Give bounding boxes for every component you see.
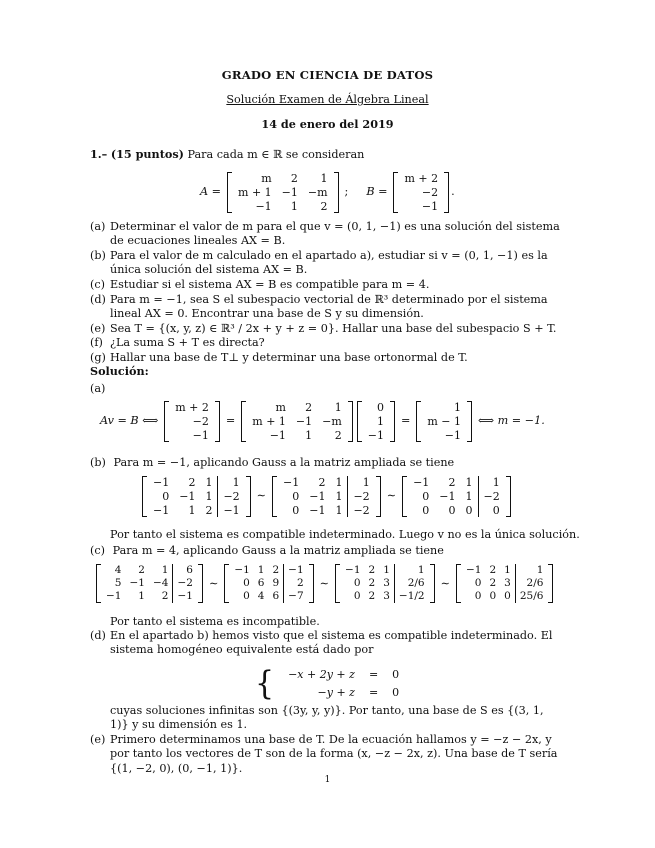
matrix-row (102, 577, 197, 590)
matrix-cell: 1 (335, 476, 343, 489)
matrix-cell: m − 1 (427, 414, 462, 428)
matrix-row (230, 564, 307, 577)
matrix-row (278, 490, 375, 504)
eq-result (416, 401, 472, 442)
matrix-cell: 4 (257, 590, 265, 603)
matrix-definitions (196, 172, 455, 213)
matrix-cell: 2 (448, 476, 456, 489)
matrix-row (102, 564, 197, 577)
matrix-row (399, 172, 443, 186)
matrix-cell: 2 (188, 476, 196, 489)
question-label: (e) (90, 321, 106, 335)
solution-a-label: (a) (90, 382, 106, 395)
matrix-cell: 0 (504, 590, 511, 603)
matrix-cell: 0 (448, 503, 456, 517)
matrix-cell: −2 (218, 490, 245, 504)
matrix-cell: 0 (474, 577, 482, 590)
equation-lhs: −x + 2y + z (288, 668, 355, 681)
question-label: (b) (90, 249, 106, 262)
matrix-cell: −1 (218, 504, 245, 518)
matrix-cell: −1 (153, 476, 170, 489)
question-label: (g) (90, 350, 106, 364)
equation-eq: = (368, 668, 379, 681)
matrix-cell: 0 (292, 489, 300, 503)
matrix-cell: 1 (161, 564, 169, 576)
eq-matrix-a (241, 401, 353, 442)
matrix-row (278, 504, 375, 518)
question-text: ¿La suma S + T es directa? (110, 336, 265, 349)
matrix-cell: 1 (188, 503, 196, 517)
matrix-cell: 0 (162, 489, 170, 503)
matrix-row (230, 590, 307, 603)
solution-e-label: (e) (90, 733, 106, 746)
matrix-cell: 5 (114, 577, 122, 590)
matrix-row (422, 415, 466, 429)
row-equivalence-tilde: ∼ (319, 576, 330, 590)
eq-equals-2: = (401, 414, 411, 428)
solution-d-conclusion: cuyas soluciones infinitas son {(3y, y, y)}. Por tanto, una base de S es {(3, 1, 1)} y su dimensión es 1. (110, 704, 544, 732)
solution-c (90, 544, 444, 558)
matrix-row (408, 490, 505, 504)
solution-c-text: Para m = 4, aplicando Gauss a la matriz ampliada se tiene (112, 544, 444, 557)
matrix-cell: 2 (138, 564, 145, 576)
matrix-cell: −m (307, 185, 328, 199)
matrix-cell: 2 (334, 428, 342, 442)
augmented-matrix (456, 564, 553, 603)
matrix-row (363, 429, 389, 443)
equation-rhs: 0 (392, 668, 400, 681)
matrix-cell: −1/2 (394, 590, 428, 603)
solution-b-gauss (140, 476, 513, 517)
matrix-cell: 6 (257, 577, 265, 590)
matrix-cell: −1 (269, 428, 286, 442)
matrix-a-label: A = (200, 185, 222, 199)
matrix-cell: −2 (478, 490, 505, 504)
matrix-cell: 1 (515, 564, 547, 577)
matrix-cell: 1 (218, 476, 245, 490)
matrix-cell: 1 (504, 564, 511, 576)
matrix-cell: 2 (489, 564, 497, 576)
row-equivalence-tilde: ∼ (386, 489, 397, 503)
question-text: Para m = −1, sea S el subespacio vectorial de ℝ³ determinado por el sistema lineal AX = 0. Encontrar una base de S y su dimensión. (110, 292, 548, 320)
matrix-cell: 1 (257, 564, 265, 576)
row-equivalence-tilde: ∼ (208, 576, 219, 590)
matrix-cell: 0 (478, 504, 505, 518)
solution-c-label: (c) (90, 544, 105, 557)
question-label: (c) (90, 278, 105, 291)
matrix-cell: 1 (334, 401, 342, 414)
matrix-cell: 2 (205, 503, 213, 517)
solution-d-label: (d) (90, 629, 106, 642)
matrix-cell: 0 (243, 577, 250, 590)
matrix-row (462, 590, 547, 603)
matrix-cell: 2/6 (515, 577, 547, 590)
matrix-cell: −1 (281, 185, 298, 199)
augmented-matrix (402, 476, 511, 517)
matrix-row (341, 564, 429, 577)
eq-rhs: ⟺ m = −1. (478, 414, 545, 428)
solution-a-equation (96, 401, 549, 442)
question-text: Para el valor de m calculado en el apartado a), estudiar si v = (0, 1, −1) es la única solución del sistema AX = B. (110, 249, 548, 277)
matrix-cell: 1 (138, 590, 145, 603)
solution-heading: Solución: (90, 364, 149, 378)
matrix-cell: 2 (368, 577, 376, 590)
equation-rhs: 0 (392, 686, 400, 700)
eq-vector-v (357, 401, 395, 442)
matrix-row (148, 504, 245, 518)
matrix-row (341, 577, 429, 590)
system-equation (282, 685, 405, 701)
matrix-cell: 1 (454, 401, 462, 414)
matrix-cell: 2 (318, 476, 326, 489)
matrix-cell: −1 (284, 564, 308, 577)
problem-intro: Para cada m ∈ ℝ se consideran (187, 148, 365, 161)
matrix-row (247, 401, 347, 415)
matrix-cell: 1 (305, 428, 313, 442)
matrix-cell: m (275, 401, 286, 414)
matrix-row (422, 401, 466, 415)
matrix-cell: 4 (114, 564, 122, 576)
question-text: Estudiar si el sistema AX = B es compatible para m = 4. (110, 278, 430, 291)
document-title: GRADO EN CIENCIA DE DATOS (221, 68, 434, 82)
question-item (90, 336, 560, 350)
matrix-cell: −1 (153, 503, 170, 517)
matrix-cell: −1 (234, 564, 250, 576)
matrix-cell: −1 (173, 590, 197, 603)
matrix-cell: 2/6 (394, 577, 428, 590)
matrix-cell: −4 (152, 577, 169, 590)
solution-b-conclusion: Por tanto el sistema es compatible indeterminado. Luego v no es la única solución. (110, 528, 580, 541)
matrix-cell: 1 (465, 476, 473, 489)
page-number: 1 (324, 775, 331, 785)
matrix-cell: −1 (283, 476, 300, 489)
matrix-cell: 0 (292, 503, 300, 517)
matrix-cell: 2 (161, 590, 169, 603)
matrix-cell: 1 (320, 172, 328, 185)
question-text: Sea T = {(x, y, z) ∈ ℝ³ / 2x + y + z = 0}. Hallar una base del subespacio S + T. (110, 321, 557, 335)
problem-points: (15 puntos) (110, 147, 184, 161)
matrix-cell: −2 (348, 504, 375, 518)
solution-d (90, 629, 560, 658)
matrix-cell: 1 (348, 476, 375, 490)
matrix-cell: −1 (345, 564, 361, 576)
question-item (90, 351, 560, 365)
matrix-cell: m + 2 (404, 172, 439, 185)
matrix-cell: 2 (368, 564, 376, 576)
row-equivalence-tilde: ∼ (440, 576, 450, 590)
matrix-row (422, 429, 466, 443)
matrix-cell: −1 (413, 476, 430, 489)
matrix-row (170, 429, 214, 443)
question-item (90, 278, 560, 292)
matrix-cell: −2 (173, 577, 197, 590)
matrix-cell: −1 (129, 577, 145, 590)
matrix-cell: 0 (465, 503, 473, 517)
matrix-row (148, 476, 245, 490)
matrix-row (233, 200, 333, 214)
matrix-row (102, 590, 197, 603)
eq-matrix-b (164, 401, 220, 442)
matrix-row (363, 401, 389, 415)
matrix-row (462, 577, 547, 590)
matrix-cell: 9 (272, 577, 280, 590)
matrix-cell: 6 (272, 590, 280, 603)
matrix-b (393, 172, 449, 213)
matrix-row (363, 415, 389, 429)
augmented-matrix (272, 476, 381, 517)
matrix-row (170, 415, 214, 429)
matrix-cell: 0 (243, 590, 250, 603)
matrix-cell: −1 (179, 489, 196, 503)
solution-c-gauss (94, 564, 555, 603)
matrix-cell: −1 (192, 428, 209, 442)
solution-e (90, 733, 560, 776)
matrix-cell: 1 (205, 489, 213, 503)
question-item (90, 249, 560, 278)
matrix-cell: 0 (422, 489, 430, 503)
system-brace: { (255, 664, 275, 703)
matrix-cell: −1 (295, 414, 313, 428)
augmented-matrix (335, 564, 435, 603)
matrix-cell: 0 (377, 401, 384, 414)
matrix-cell: m (261, 172, 272, 185)
solution-b-text: Para m = −1, aplicando Gauss a la matriz ampliada se tiene (113, 456, 455, 469)
matrix-cell: −1 (309, 489, 326, 503)
matrix-row (170, 401, 214, 415)
question-text: Determinar el valor de m para el que v = (0, 1, −1) es una solución del sistema de ecuaciones lineales AX = B. (110, 220, 560, 248)
matrix-cell: −7 (284, 590, 308, 603)
system-equation (282, 667, 405, 683)
matrix-cell: 0 (422, 503, 430, 517)
matrix-cell: 3 (504, 577, 511, 590)
matrix-cell: −1 (367, 428, 384, 442)
matrix-cell: −1 (465, 564, 482, 576)
matrix-row (341, 590, 429, 603)
matrix-cell: 25/6 (515, 590, 547, 603)
matrix-cell: 0 (489, 590, 497, 603)
matrix-cell: 1 (290, 199, 298, 213)
matrix-cell: −1 (255, 199, 272, 213)
augmented-matrix (142, 476, 251, 517)
matrix-row (399, 200, 443, 214)
homogeneous-system (255, 665, 407, 703)
matrix-cell: −1 (309, 503, 326, 517)
matrix-cell: m + 2 (175, 401, 209, 414)
matrix-cell: −1 (444, 428, 462, 442)
matrix-row (233, 186, 333, 200)
matrix-cell: 2 (320, 199, 328, 213)
matrix-row (399, 186, 443, 200)
matrix-cell: −2 (192, 414, 209, 428)
matrix-cell: 3 (383, 577, 390, 590)
matrix-cell: −m (322, 414, 342, 428)
matrix-cell: 1 (465, 489, 473, 503)
matrix-cell: 6 (173, 564, 197, 577)
matrix-cell: 0 (353, 590, 361, 603)
matrix-row (230, 577, 307, 590)
solution-d-conclusion-block (90, 704, 560, 733)
question-item (90, 322, 560, 336)
matrix-end: . (451, 185, 455, 199)
problem-number: 1.– (90, 147, 108, 161)
question-label: (f) (90, 336, 103, 349)
matrix-cell: 2 (290, 172, 298, 185)
matrix-row (233, 172, 333, 186)
matrix-cell: −1 (106, 590, 122, 603)
solution-b (90, 456, 454, 470)
question-label: (d) (90, 292, 106, 306)
matrix-separator: ; (344, 185, 349, 199)
matrix-cell: 2 (284, 577, 308, 590)
row-equivalence-tilde: ∼ (256, 489, 267, 503)
eq-equals: = (225, 414, 236, 428)
question-item (90, 220, 560, 249)
matrix-cell: 1 (394, 564, 428, 577)
matrix-cell: m + 1 (238, 185, 272, 199)
matrix-a (227, 172, 339, 213)
matrix-cell: m + 1 (252, 414, 286, 428)
matrix-cell: 0 (474, 590, 482, 603)
matrix-row (148, 490, 245, 504)
document-subtitle: Solución Examen de Álgebra Lineal (226, 93, 429, 106)
matrix-cell: −2 (421, 185, 439, 199)
matrix-row (462, 564, 547, 577)
eq-lhs: Av = B ⟺ (100, 414, 159, 428)
solution-b-label: (b) (90, 456, 106, 469)
matrix-cell: 2 (305, 401, 313, 414)
matrix-cell: −1 (439, 489, 456, 503)
matrix-cell: −2 (348, 490, 375, 504)
equation-eq: = (368, 686, 379, 700)
matrix-cell: 1 (383, 564, 390, 576)
matrix-cell: 2 (272, 564, 280, 576)
matrix-row (278, 476, 375, 490)
solution-d-text: En el apartado b) hemos visto que el sistema es compatible indeterminado. El sistema homogéneo equivalente está dado por (110, 629, 553, 657)
matrix-cell: 2 (368, 590, 376, 603)
question-text: Hallar una base de T⊥ y determinar una base ortonormal de T. (110, 350, 468, 364)
augmented-matrix (96, 564, 203, 603)
matrix-row (408, 476, 505, 490)
matrix-row (247, 429, 347, 443)
matrix-cell: 3 (383, 590, 390, 603)
equation-lhs: −y + z (317, 686, 355, 700)
matrix-row (408, 504, 505, 518)
exam-date: 14 de enero del 2019 (261, 117, 394, 131)
matrix-cell: 2 (489, 577, 497, 590)
matrix-b-label: B = (366, 185, 388, 199)
solution-c-conclusion: Por tanto el sistema es incompatible. (110, 615, 320, 628)
matrix-cell: 1 (377, 414, 384, 428)
question-label: (a) (90, 220, 106, 233)
matrix-cell: 1 (335, 489, 343, 503)
matrix-cell: 1 (205, 476, 213, 489)
matrix-cell: 1 (335, 503, 343, 517)
matrix-cell: 0 (353, 577, 361, 590)
augmented-matrix (224, 564, 313, 603)
matrix-cell: 1 (478, 476, 505, 490)
question-item (90, 293, 560, 322)
problem-statement (90, 147, 364, 162)
matrix-row (247, 415, 347, 429)
matrix-cell: −1 (421, 199, 439, 213)
solution-e-text: Primero determinamos una base de T. De la ecuación hallamos y = −z − 2x, y por tanto los vectores de T son de la forma (x, −z − 2x, z). Una base de T sería {(1, −2, 0), (0, −1, 1)}. (110, 733, 558, 775)
